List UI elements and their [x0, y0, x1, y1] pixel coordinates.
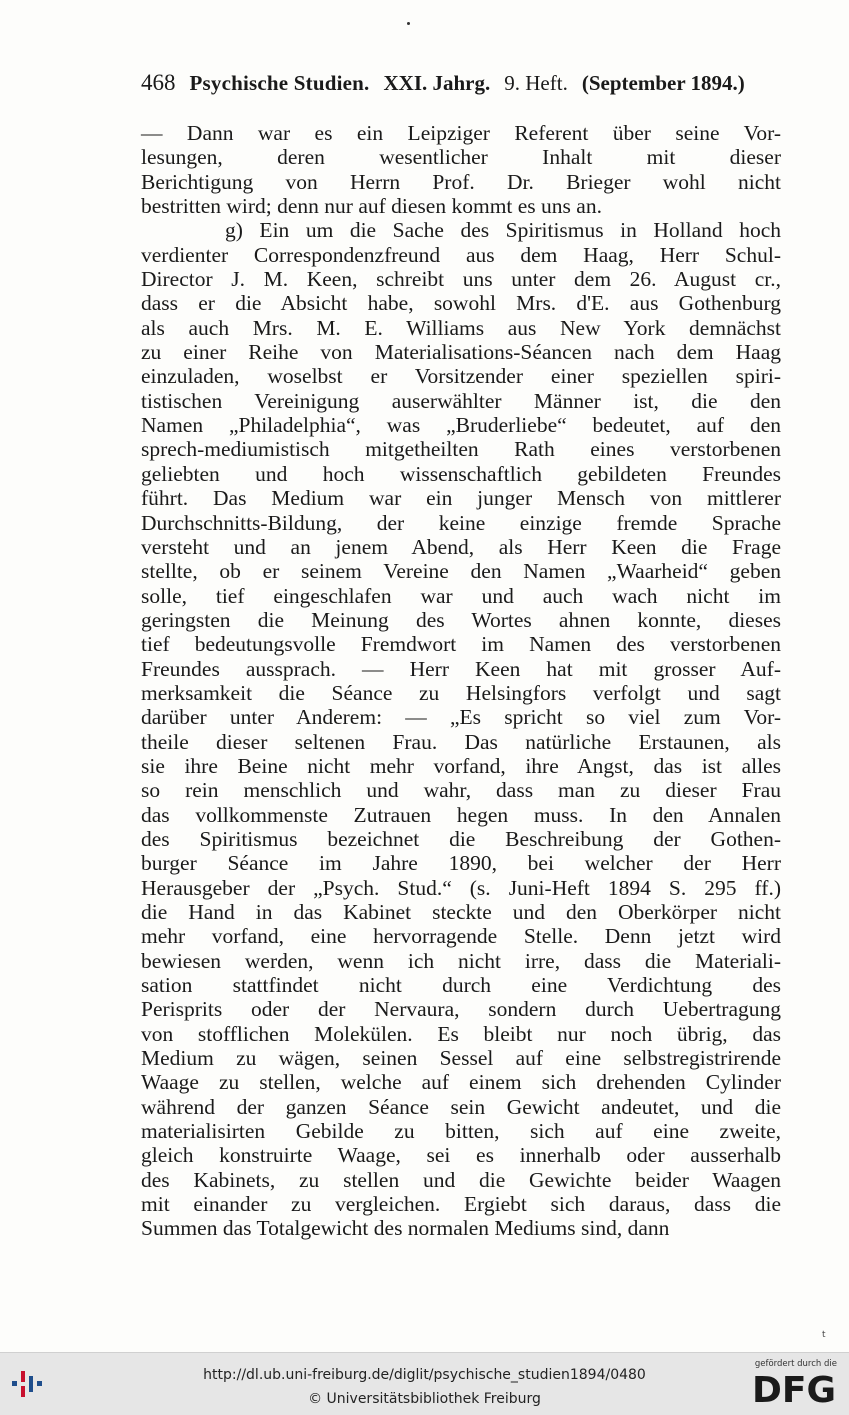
text-line: Namen „Philadelphia“, was „Bruderliebe“ bedeutet, auf den: [141, 413, 781, 438]
text-line: Herausgeber der „Psych. Stud.“ (s. Juni-Heft 1894 S. 295 ff.): [141, 875, 781, 900]
dfg-logo-text: DFG: [751, 1371, 837, 1405]
body-text: [141, 121, 781, 1241]
page-mark: t: [822, 1330, 826, 1340]
text-line: Durchschnitts-Bildung, der keine einzige fremde Sprache: [141, 510, 781, 535]
text-line: solle, tief eingeschlafen war und auch wach nicht im: [141, 583, 781, 608]
text-line: führt. Das Medium war ein junger Mensch von mittlerer: [141, 486, 781, 511]
running-head: [141, 70, 781, 100]
text-line: des Spiritismus bezeichnet die Beschreibung der Gothen-: [141, 826, 781, 851]
text-line: Summen das Totalgewicht des normalen Mediums sind, dann: [141, 1216, 670, 1241]
text-line: sprech-mediumistisch mitgetheilten Rath eines verstorbenen: [141, 437, 781, 462]
text-line: Berichtigung von Herrn Prof. Dr. Brieger wohl nicht: [141, 169, 781, 194]
text-line: merksamkeit die Séance zu Helsingfors verfolgt und sagt: [141, 680, 781, 705]
scan-speck: [407, 22, 410, 25]
text-line: tistischen Vereinigung auserwählter Männer ist, die den: [141, 388, 781, 413]
copyright-notice: © Universitätsbibliothek Freiburg: [308, 1391, 541, 1407]
text-line: burger Séance im Jahre 1890, bei welcher der Herr: [141, 851, 781, 876]
footer-bar: [0, 1352, 849, 1415]
text-line: Perisprits oder der Nervaura, sondern durch Uebertragung: [141, 997, 781, 1022]
text-line: — Dann war es ein Leipziger Referent über seine Vor-: [141, 121, 781, 145]
text-line: als auch Mrs. M. E. Williams aus New York demnächst: [141, 315, 781, 340]
page-number: 468: [141, 70, 176, 95]
text-line: verdienter Correspondenzfreund aus dem Haag, Herr Schul-: [141, 242, 781, 267]
text-line: zu einer Reihe von Materialisations-Séancen nach dem Haag: [141, 340, 781, 365]
text-line: einzuladen, woselbst er Vorsitzender einer speziellen spiri-: [141, 364, 781, 389]
text-line: theile dieser seltenen Frau. Das natürliche Erstaunen, als: [141, 729, 781, 754]
volume-label: XXI. Jahrg.: [383, 71, 491, 95]
text-line: dass er die Absicht habe, sowohl Mrs. d'E. aus Gothenburg: [141, 291, 781, 316]
text-line: bewiesen werden, wenn ich nicht irre, dass die Materiali-: [141, 948, 781, 973]
text-line: darüber unter Anderem: — „Es spricht so viel zum Vor-: [141, 705, 781, 730]
source-url-link[interactable]: http://dl.ub.uni-freiburg.de/diglit/psychische_studien1894/0480: [203, 1367, 646, 1383]
text-line: sation stattfindet nicht durch eine Verdichtung des: [141, 973, 781, 998]
text-line: so rein menschlich und wahr, dass man zu dieser Frau: [141, 778, 781, 803]
text-line: mehr vorfand, eine hervorragende Stelle. Denn jetzt wird: [141, 924, 781, 949]
text-line: bestritten wird; denn nur auf diesen kommt es uns an.: [141, 194, 602, 219]
dfg-logo-icon: [749, 1371, 839, 1405]
text-line: geliebten und hoch wissenschaftlich gebildeten Freundes: [141, 461, 781, 486]
text-line: während der ganzen Séance sein Gewicht andeutet, und die: [141, 1094, 781, 1119]
text-line: geringsten die Meinung des Wortes ahnen konnte, dieses: [141, 607, 781, 632]
text-line: g) Ein um die Sache des Spiritismus in Holland hoch: [225, 218, 781, 243]
text-line: Director J. M. Keen, schreibt uns unter dem 26. August cr.,: [141, 267, 781, 292]
text-line: von stofflichen Molekülen. Es bleibt nur noch übrig, das: [141, 1021, 781, 1046]
text-line: stellte, ob er seinem Vereine den Namen „Waarheid“ geben: [141, 559, 781, 584]
issue-label: 9. Heft.: [504, 71, 568, 95]
journal-title: Psychische Studien.: [189, 71, 370, 95]
text-line: sie ihre Beine nicht mehr vorfand, ihre Angst, das ist alles: [141, 753, 781, 778]
text-line: die Hand in das Kabinet steckte und den Oberkörper nicht: [141, 900, 781, 924]
text-line: des Kabinets, zu stellen und die Gewichte beider Waagen: [141, 1167, 781, 1192]
text-line: Freundes aussprach. — Herr Keen hat mit grosser Auf-: [141, 656, 781, 681]
text-line: Medium zu wägen, seinen Sessel auf eine selbstregistrirende: [141, 1046, 781, 1071]
text-line: das vollkommenste Zutrauen hegen muss. In den Annalen: [141, 802, 781, 827]
issue-date: (September 1894.): [581, 71, 745, 95]
text-line: materialisirten Gebilde zu bitten, sich auf eine zweite,: [141, 1119, 781, 1144]
text-line: gleich konstruirte Waage, sei es innerhalb oder ausserhalb: [141, 1143, 781, 1168]
sponsor-caption: gefördert durch die: [754, 1359, 837, 1369]
text-line: versteht und an jenem Abend, als Herr Keen die Frage: [141, 534, 781, 559]
text-line: Waage zu stellen, welche auf einem sich drehenden Cylinder: [141, 1070, 781, 1095]
text-line: mit einander zu vergleichen. Ergiebt sich daraus, dass die: [141, 1192, 781, 1217]
text-line: lesungen, deren wesentlicher Inhalt mit dieser: [141, 145, 781, 170]
text-line: tief bedeutungsvolle Fremdwort im Namen des verstorbenen: [141, 632, 781, 657]
